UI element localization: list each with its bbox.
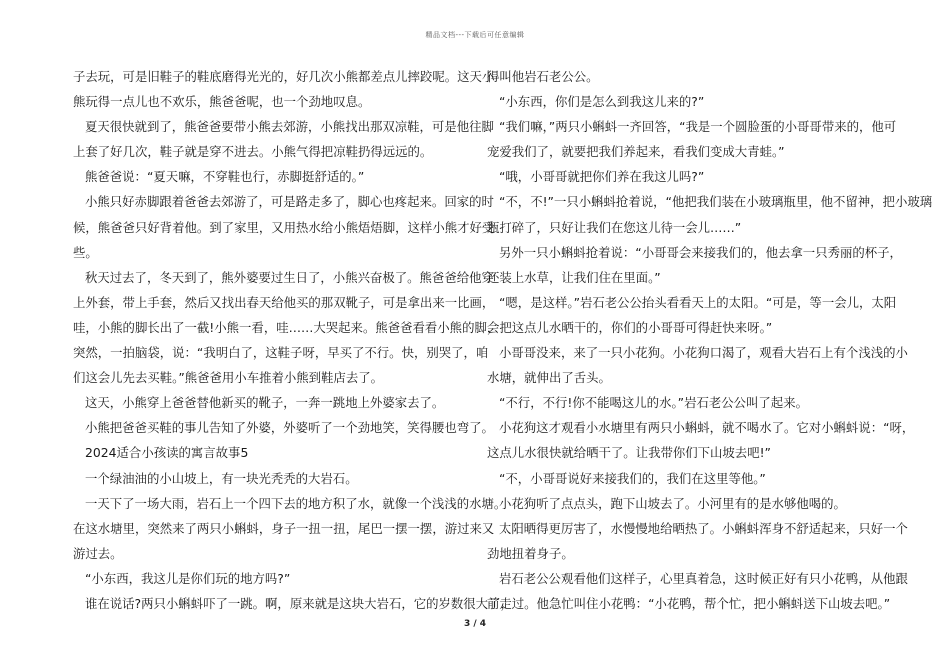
text-line: 小熊把爸爸买鞋的事儿告知了外婆，外婆听了一个劲地笑，笑得腰也弯了。 xyxy=(85,420,494,436)
text-line: “不行，不行!你不能喝这儿的水。”岩石老公公叫了起来。 xyxy=(499,395,808,411)
text-line: 岩石老公公观看他们这样子，心里真着急，这时候正好有只小花鸭，从他跟 xyxy=(499,570,908,586)
right-column xyxy=(487,64,933,616)
text-line: 上外套，带上手套，然后又找出春天给他买的那双靴子，可是拿出来一比画， xyxy=(73,294,495,310)
text-line: 小熊只好赤脚跟着爸爸去郊游了，可是路走多了，脚心也疼起来。回家的时 xyxy=(85,194,494,210)
text-line: 子去玩，可是旧鞋子的鞋底磨得光光的，好几次小熊都差点儿摔跤呢。这天小 xyxy=(73,69,495,84)
text-line: 宠爱我们了，就要把我们养起来，看我们变成大青蛙。” xyxy=(487,144,785,160)
text-line: 这点儿水很快就给晒干了。让我带你们下山坡去吧!” xyxy=(487,445,771,461)
text-line: 还装上水草，让我们住在里面。” xyxy=(487,269,661,285)
text-line: 熊爸爸说：“夏天嘛，不穿鞋也行，赤脚挺舒适的。” xyxy=(85,169,365,185)
text-line: “嗯，是这样。”岩石老公公抬头看看天上的太阳。“可是，等一会儿，太阳 xyxy=(499,294,897,310)
text-line: 突然，一拍脑袋，说：“我明白了，这鞋子呀，早买了不行。快，别哭了，咱 xyxy=(73,345,489,361)
text-line: “小东西，你们是怎么到我这儿来的?” xyxy=(499,94,705,110)
text-line: 会把这点儿水晒干的，你们的小哥哥可得赶快来呀。” xyxy=(487,319,773,335)
text-line: 小花狗听了点点头，跑下山坡去了。小河里有的是水够他喝的。 xyxy=(499,495,846,511)
text-line: 太阳晒得更厉害了，水慢慢地给晒热了。小蝌蚪浑身不舒适起来，只好一个 xyxy=(499,520,908,536)
text-line: 游过去。 xyxy=(73,545,123,561)
text-line: 一个绿油油的小山坡上，有一块光秃秃的大岩石。 xyxy=(85,470,358,486)
text-line: 秋天过去了，冬天到了，熊外婆要过生日了，小熊兴奋极了。熊爸爸给他穿 xyxy=(85,269,494,285)
text-line: 前走过。他急忙叫住小花鸭：“小花鸭，帮个忙，把小蝌蚪送下山坡去吧。” xyxy=(487,595,891,611)
text-line: 谁在说话?两只小蝌蚪吓了一跳。啊，原来就是这块大岩石，它的岁数很大了， xyxy=(85,595,513,611)
text-line: 在这水塘里，突然来了两只小蝌蚪，身子一扭一扭，尾巴一摆一摆，游过来又 xyxy=(73,520,495,536)
text-line: 上套了好几次，鞋子就是穿不进去。小熊气得把凉鞋扔得远远的。 xyxy=(73,144,433,160)
text-line: 候，熊爸爸只好背着他。到了家里，又用热水给小熊焐焐脚，这样小熊才好受 xyxy=(73,219,495,235)
text-line: 些。 xyxy=(73,244,98,260)
text-line: 夏天很快就到了，熊爸爸要带小熊去郊游，小熊找出那双凉鞋，可是他往脚 xyxy=(85,119,494,135)
text-line: 劲地扭着身子。 xyxy=(487,545,574,561)
text-line: 瓶打碎了，只好让我们在您这儿待一会儿……” xyxy=(487,219,742,235)
text-line: “我们嘛，”两只小蝌蚪一齐回答，“我是一个圆脸蛋的小哥哥带来的，他可 xyxy=(499,119,897,135)
text-line: “不，不!”一只小蝌蚪抢着说，“他把我们装在小玻璃瓶里，他不留神，把小玻璃 xyxy=(499,194,933,210)
text-line: 小哥哥没来，来了一只小花狗。小花狗口渴了，观看大岩石上有个浅浅的小 xyxy=(499,345,908,361)
text-line: 一天下了一场大雨，岩石上一个四下去的地方积了水，就像一个浅浅的水塘。 xyxy=(85,495,507,511)
text-line: 另外一只小蝌蚪抢着说：“小哥哥会来接我们的，他去拿一只秀丽的杯子， xyxy=(499,244,902,260)
text-line: 们这会儿先去买鞋。”熊爸爸用小车推着小熊到鞋店去了。 xyxy=(73,370,383,386)
page-header: 精品文档---下载后可任意编辑 xyxy=(425,31,525,39)
text-line: “不，小哥哥说好来接我们的，我们在这里等他。” xyxy=(499,470,766,486)
text-line: 水塘，就伸出了舌头。 xyxy=(487,370,611,386)
text-line: “哦，小哥哥就把你们养在我这儿吗?” xyxy=(499,169,705,185)
text-line: 熊玩得一点儿也不欢乐，熊爸爸呢，也一个劲地叹息。 xyxy=(73,94,371,110)
text-line: “小东西，我这儿是你们玩的地方吗?” xyxy=(85,570,291,586)
text-line: 这天，小熊穿上爸爸替他新买的靴子，一奔一跳地上外婆家去了。 xyxy=(85,395,445,411)
text-line: 2024适合小孩读的寓言故事5 xyxy=(85,445,249,461)
text-line: 哇，小熊的脚长出了一截!小熊一看，哇……大哭起来。熊爸爸看看小熊的脚， xyxy=(73,319,500,335)
text-line: 得叫他岩石老公公。 xyxy=(487,69,599,84)
left-column xyxy=(73,64,513,616)
page-number: 3 / 4 xyxy=(463,619,487,629)
text-line: 小花狗这才观看小水塘里有两只小蝌蚪，就不喝水了。它对小蝌蚪说：“呀， xyxy=(499,420,915,436)
